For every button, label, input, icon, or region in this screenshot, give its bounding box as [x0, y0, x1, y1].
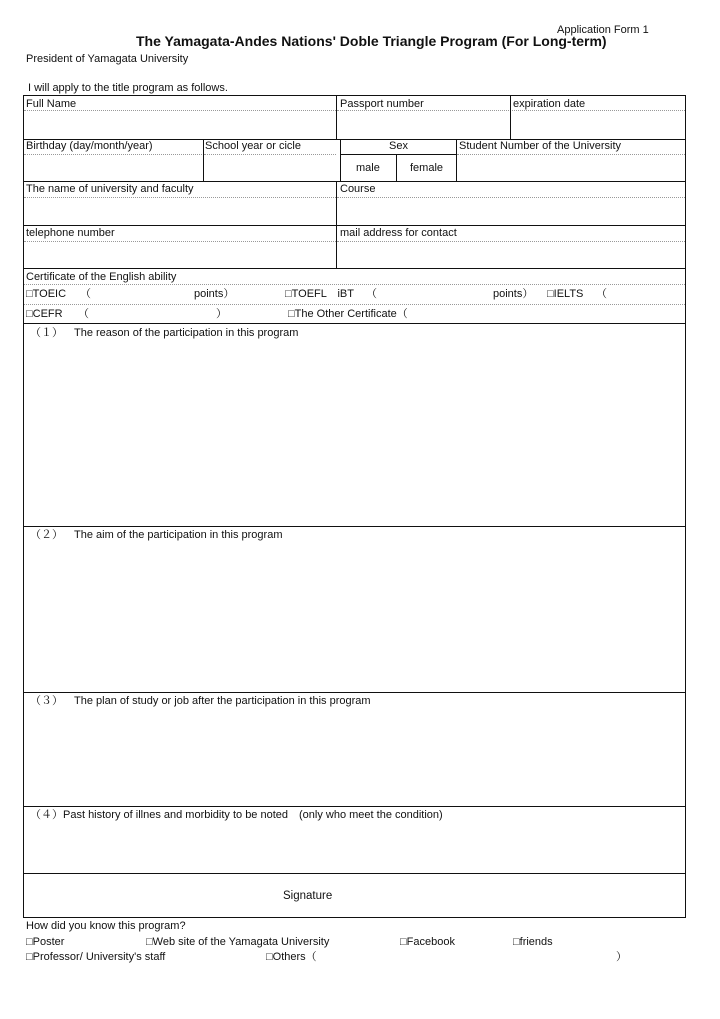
birthday-label: Birthday (day/month/year) [26, 140, 153, 152]
full-name-label: Full Name [26, 98, 77, 110]
school-year-field[interactable] [206, 157, 336, 179]
course-field[interactable] [340, 200, 683, 223]
telephone-label: telephone number [26, 227, 115, 239]
col-divider [203, 139, 204, 181]
english-ability-heading: Certificate of the English ability [26, 271, 177, 283]
birthday-field[interactable] [26, 157, 200, 179]
label-divider [337, 110, 685, 111]
col-divider [396, 154, 397, 181]
sex-divider [340, 154, 456, 155]
aim-label: The aim of the participation in this program [74, 529, 283, 541]
col-divider [336, 181, 337, 268]
toefl-open-paren: （ [366, 288, 377, 300]
university-faculty-label: The name of university and faculty [26, 183, 194, 195]
label-divider [24, 241, 336, 242]
row-divider [23, 806, 686, 807]
expiration-date-field[interactable] [513, 113, 683, 137]
sex-female-option[interactable]: female [410, 162, 444, 174]
intro-text: I will apply to the title program as follows. [28, 82, 228, 94]
reason-field[interactable] [26, 344, 683, 522]
student-number-label: Student Number of the University [459, 140, 622, 152]
toeic-open-paren: （ [80, 288, 91, 300]
addressee: President of Yamagata University [26, 53, 189, 65]
mail-address-field[interactable] [340, 244, 683, 266]
aim-field[interactable] [26, 546, 683, 688]
label-divider [337, 197, 685, 198]
sex-label: Sex [389, 140, 408, 152]
toeic-points: points） [194, 288, 235, 300]
others-checkbox[interactable]: □Others（ [266, 951, 317, 963]
label-divider [24, 284, 685, 285]
full-name-field[interactable] [26, 113, 332, 137]
toefl-points: points） [493, 288, 534, 300]
reason-label: The reason of the participation in this program [74, 327, 299, 339]
student-number-field[interactable] [459, 157, 683, 179]
how-did-you-know-question: How did you know this program? [26, 920, 186, 932]
signature-label: Signature [283, 890, 333, 902]
col-divider [456, 139, 457, 181]
signature-field[interactable] [340, 878, 680, 914]
others-close-paren: ） [616, 951, 627, 963]
cefr-open-paren: （ [78, 308, 89, 320]
label-divider [24, 110, 336, 111]
plan-label: The plan of study or job after the participation in this program [74, 695, 371, 707]
passport-number-label: Passport number [340, 98, 424, 110]
other-certificate-checkbox[interactable]: □The Other Certificate（ [288, 308, 408, 320]
row-divider [23, 873, 686, 874]
ielts-checkbox[interactable]: □IELTS [547, 288, 584, 300]
row-divider [23, 268, 686, 269]
label-divider [24, 304, 685, 305]
course-label: Course [340, 183, 376, 195]
row-divider [23, 692, 686, 693]
plan-number: （３） [30, 695, 63, 707]
label-divider [457, 154, 685, 155]
professor-checkbox[interactable]: □Professor/ University's staff [26, 951, 166, 963]
toeic-checkbox[interactable]: □TOEIC [26, 288, 67, 300]
cefr-checkbox[interactable]: □CEFR [26, 308, 63, 320]
label-divider [24, 154, 202, 155]
illness-label: （４）Past history of illnes and morbidity to be noted (only who meet the condition) [30, 809, 443, 821]
sex-male-option[interactable]: male [356, 162, 380, 174]
telephone-field[interactable] [26, 244, 332, 266]
illness-field[interactable] [26, 826, 683, 870]
col-divider [340, 139, 341, 181]
col-divider [336, 95, 337, 139]
label-divider [204, 154, 336, 155]
mail-address-label: mail address for contact [340, 227, 457, 239]
poster-checkbox[interactable]: □Poster [26, 936, 65, 948]
expiration-date-label: expiration date [513, 98, 586, 110]
form-number: Application Form 1 [557, 24, 649, 36]
facebook-checkbox[interactable]: □Facebook [400, 936, 455, 948]
label-divider [337, 241, 685, 242]
toefl-checkbox[interactable]: □TOEFL iBT [285, 288, 354, 300]
col-divider [510, 95, 511, 139]
reason-number: （１） [30, 327, 63, 339]
aim-number: （２） [30, 529, 63, 541]
friends-checkbox[interactable]: □friends [513, 936, 553, 948]
school-year-label: School year or cicle [205, 140, 301, 152]
university-faculty-field[interactable] [26, 200, 332, 223]
label-divider [24, 197, 336, 198]
ielts-open-paren: （ [596, 288, 607, 300]
page-title: The Yamagata-Andes Nations' Doble Triangle Program (For Long-term) [136, 33, 607, 49]
row-divider [23, 181, 686, 182]
row-divider [23, 225, 686, 226]
row-divider [23, 526, 686, 527]
website-checkbox[interactable]: □Web site of the Yamagata University [146, 936, 330, 948]
plan-field[interactable] [26, 712, 683, 802]
row-divider [23, 323, 686, 324]
passport-number-field[interactable] [340, 113, 506, 137]
cefr-close-paren: ） [216, 308, 227, 320]
